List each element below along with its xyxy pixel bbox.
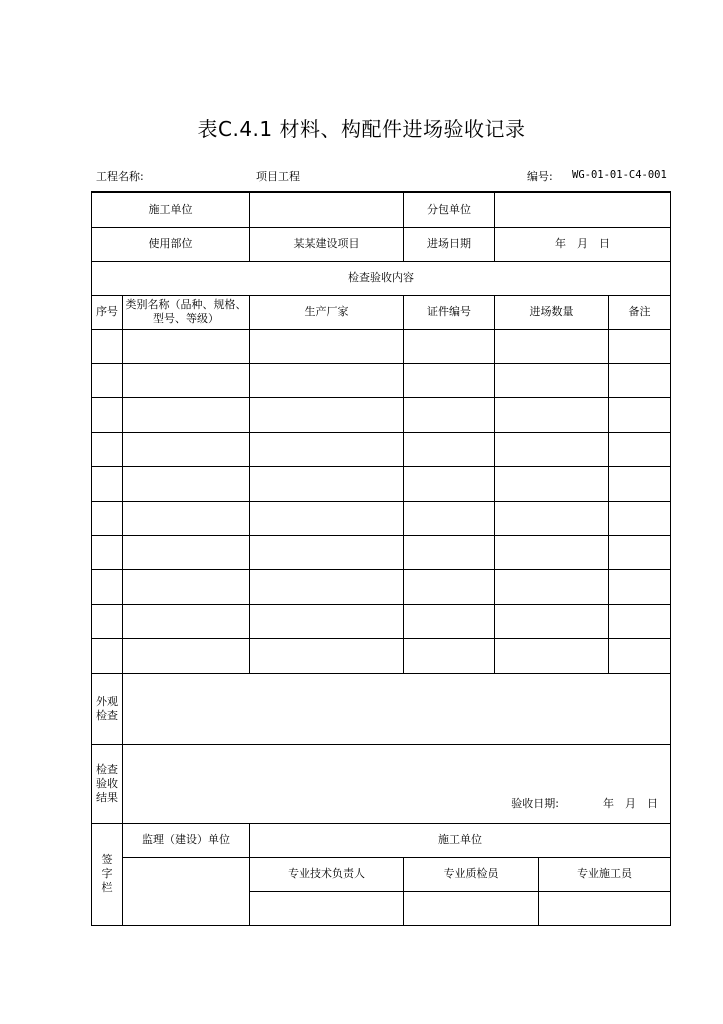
category-cell[interactable]	[123, 639, 250, 674]
table-row	[92, 570, 671, 604]
certificate-cell[interactable]	[404, 329, 495, 363]
table-row	[92, 364, 671, 398]
remarks-cell[interactable]	[609, 604, 671, 638]
construction-unit-value[interactable]	[250, 192, 404, 227]
col-remarks-header: 备注	[609, 295, 671, 329]
certificate-cell[interactable]	[404, 398, 495, 432]
manufacturer-cell[interactable]	[250, 467, 404, 501]
remarks-cell[interactable]	[609, 570, 671, 604]
manufacturer-cell[interactable]	[250, 398, 404, 432]
table-row	[92, 536, 671, 570]
seq-cell[interactable]	[92, 364, 123, 398]
remarks-cell[interactable]	[609, 639, 671, 674]
remarks-cell[interactable]	[609, 398, 671, 432]
seq-cell[interactable]	[92, 398, 123, 432]
category-cell[interactable]	[123, 398, 250, 432]
manufacturer-cell[interactable]	[250, 536, 404, 570]
certificate-cell[interactable]	[404, 639, 495, 674]
category-cell[interactable]	[123, 536, 250, 570]
quantity-cell[interactable]	[495, 398, 609, 432]
subcontract-unit-value[interactable]	[495, 192, 671, 227]
signature-label-1: 签	[101, 853, 113, 867]
certificate-cell[interactable]	[404, 570, 495, 604]
col-category-header	[123, 295, 250, 329]
quantity-cell[interactable]	[495, 639, 609, 674]
result-label-line1: 检查	[96, 762, 118, 776]
seq-cell[interactable]	[92, 639, 123, 674]
result-label-line3: 结果	[96, 790, 118, 804]
category-cell[interactable]	[123, 501, 250, 535]
signature-label	[92, 823, 123, 925]
category-cell[interactable]	[123, 604, 250, 638]
seq-cell[interactable]	[92, 467, 123, 501]
table-row	[92, 501, 671, 535]
col-category-line2: 型号、等级）	[153, 312, 219, 326]
appearance-label	[92, 673, 123, 744]
signature-label-2: 字	[101, 867, 113, 881]
remarks-cell[interactable]	[609, 467, 671, 501]
quantity-cell[interactable]	[495, 467, 609, 501]
construction-unit-label: 施工单位	[92, 192, 250, 227]
number-label: 编号:	[527, 170, 553, 183]
page-title: 表C.4.1 材料、构配件进场验收记录	[197, 117, 526, 141]
seq-cell[interactable]	[92, 329, 123, 363]
project-name-value[interactable]: 项目工程	[256, 170, 300, 183]
quantity-cell[interactable]	[495, 501, 609, 535]
manufacturer-cell[interactable]	[250, 570, 404, 604]
category-cell[interactable]	[123, 364, 250, 398]
col-certificate-header: 证件编号	[404, 295, 495, 329]
remarks-cell[interactable]	[609, 501, 671, 535]
quantity-cell[interactable]	[495, 329, 609, 363]
subcontract-unit-label: 分包单位	[404, 192, 495, 227]
category-cell[interactable]	[123, 329, 250, 363]
entry-date-label: 进场日期	[404, 227, 495, 261]
col-manufacturer-header: 生产厂家	[250, 295, 404, 329]
manufacturer-cell[interactable]	[250, 639, 404, 674]
seq-cell[interactable]	[92, 432, 123, 466]
constructor-sign-field[interactable]	[539, 891, 671, 925]
table-row	[92, 432, 671, 466]
entry-date-value[interactable]: 年 月 日	[495, 227, 671, 261]
table-row	[92, 329, 671, 363]
result-label	[92, 744, 123, 823]
seq-cell[interactable]	[92, 570, 123, 604]
certificate-cell[interactable]	[404, 432, 495, 466]
category-cell[interactable]	[123, 570, 250, 604]
project-name-label: 工程名称:	[96, 170, 144, 183]
remarks-cell[interactable]	[609, 364, 671, 398]
manufacturer-cell[interactable]	[250, 501, 404, 535]
quantity-cell[interactable]	[495, 536, 609, 570]
table-row	[92, 639, 671, 674]
inspection-form	[91, 191, 671, 926]
certificate-cell[interactable]	[404, 536, 495, 570]
certificate-cell[interactable]	[404, 467, 495, 501]
quantity-cell[interactable]	[495, 604, 609, 638]
acceptance-date[interactable]: 验收日期: 年 月 日	[123, 744, 671, 823]
seq-cell[interactable]	[92, 536, 123, 570]
manufacturer-cell[interactable]	[250, 329, 404, 363]
quantity-cell[interactable]	[495, 364, 609, 398]
usage-location-value[interactable]: 某某建设项目	[250, 227, 404, 261]
quantity-cell[interactable]	[495, 570, 609, 604]
table-row	[92, 467, 671, 501]
table-row	[92, 604, 671, 638]
quality-inspector-sign-field[interactable]	[404, 891, 539, 925]
manufacturer-cell[interactable]	[250, 432, 404, 466]
seq-cell[interactable]	[92, 604, 123, 638]
quality-inspector-label: 专业质检员	[404, 857, 539, 891]
category-cell[interactable]	[123, 467, 250, 501]
column-header-row	[92, 295, 671, 329]
certificate-cell[interactable]	[404, 501, 495, 535]
category-cell[interactable]	[123, 432, 250, 466]
tech-lead-label: 专业技术负责人	[250, 857, 404, 891]
table-row	[92, 398, 671, 432]
data-rows	[92, 329, 671, 673]
certificate-cell[interactable]	[404, 364, 495, 398]
remarks-cell[interactable]	[609, 432, 671, 466]
appearance-label-line1: 外观	[96, 694, 118, 708]
supervision-unit-label: 监理（建设）单位	[123, 823, 250, 857]
section-title: 检查验收内容	[92, 261, 671, 295]
usage-location-label: 使用部位	[92, 227, 250, 261]
construction-unit-sign-label: 施工单位	[250, 823, 671, 857]
appearance-value[interactable]	[123, 673, 671, 744]
manufacturer-cell[interactable]	[250, 364, 404, 398]
col-quantity-header: 进场数量	[495, 295, 609, 329]
signature-label-3: 栏	[101, 881, 113, 895]
seq-cell[interactable]	[92, 501, 123, 535]
col-category-line1: 类别名称（品种、规格、	[125, 298, 247, 312]
certificate-cell[interactable]	[404, 604, 495, 638]
remarks-cell[interactable]	[609, 536, 671, 570]
supervision-sign-field[interactable]	[123, 857, 250, 925]
manufacturer-cell[interactable]	[250, 604, 404, 638]
tech-lead-sign-field[interactable]	[250, 891, 404, 925]
remarks-cell[interactable]	[609, 329, 671, 363]
appearance-label-line2: 检查	[96, 708, 118, 722]
col-seq-header: 序号	[92, 295, 123, 329]
quantity-cell[interactable]	[495, 432, 609, 466]
constructor-label: 专业施工员	[539, 857, 671, 891]
result-label-line2: 验收	[96, 776, 118, 790]
number-value[interactable]: WG-01-01-C4-001	[572, 169, 667, 181]
